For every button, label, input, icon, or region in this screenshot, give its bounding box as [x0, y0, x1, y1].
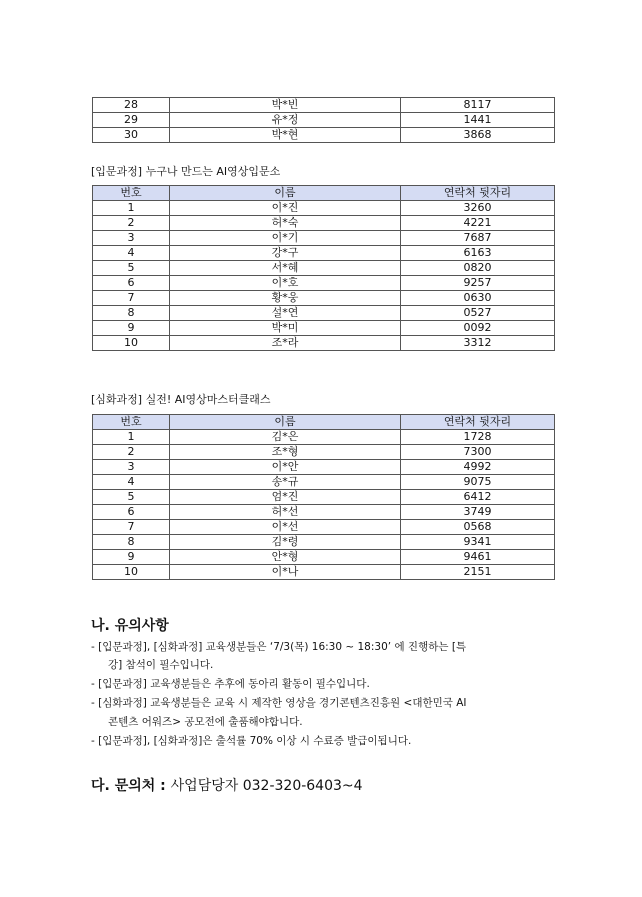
note-line: - [입문과정], [심화과정] 교육생분들은 ‘7/3(목) 16:30 ~ 18:30’ 에 진행하는 [특 — [91, 641, 467, 653]
contact-label: 다. 문의처 — [91, 778, 156, 794]
cell-phone-suffix: 2151 — [401, 565, 555, 580]
cell-number: 4 — [93, 246, 170, 261]
cell-number: 8 — [93, 306, 170, 321]
cell-phone-suffix: 3312 — [401, 336, 555, 351]
cell-name: 김*은 — [170, 430, 401, 445]
cell-name: 이*호 — [170, 276, 401, 291]
cell-number: 7 — [93, 291, 170, 306]
cell-name: 안*형 — [170, 550, 401, 565]
table-row — [93, 336, 555, 351]
advanced-course-table — [92, 414, 555, 580]
table-row — [93, 490, 555, 505]
cell-name: 허*선 — [170, 505, 401, 520]
cell-phone-suffix: 7687 — [401, 231, 555, 246]
cell-number: 28 — [93, 98, 170, 113]
cell-number: 7 — [93, 520, 170, 535]
contact-line — [91, 775, 363, 795]
column-header-name: 이름 — [170, 415, 401, 430]
cell-name: 서*혜 — [170, 261, 401, 276]
cell-name: 강*구 — [170, 246, 401, 261]
table-row — [93, 98, 555, 113]
table-row — [93, 128, 555, 143]
cell-phone-suffix: 8117 — [401, 98, 555, 113]
cell-number: 4 — [93, 475, 170, 490]
cell-number: 29 — [93, 113, 170, 128]
table-row — [93, 113, 555, 128]
cell-phone-suffix: 0820 — [401, 261, 555, 276]
column-header-phone-suffix: 연락처 뒷자리 — [401, 186, 555, 201]
cell-phone-suffix: 3868 — [401, 128, 555, 143]
cell-name: 허*숙 — [170, 216, 401, 231]
table-row — [93, 430, 555, 445]
table-row — [93, 535, 555, 550]
contact-value: 사업담당자 032-320-6403~4 — [170, 778, 363, 794]
cell-number: 1 — [93, 430, 170, 445]
table-row — [93, 276, 555, 291]
cell-name: 이*나 — [170, 565, 401, 580]
cell-phone-suffix: 0568 — [401, 520, 555, 535]
table-header-row — [93, 186, 555, 201]
cell-number: 10 — [93, 565, 170, 580]
cell-name: 이*진 — [170, 201, 401, 216]
cell-name: 이*선 — [170, 520, 401, 535]
contact-separator: : — [155, 778, 171, 794]
cell-number: 9 — [93, 550, 170, 565]
cell-number: 3 — [93, 460, 170, 475]
cell-number: 5 — [93, 261, 170, 276]
cell-phone-suffix: 6163 — [401, 246, 555, 261]
cell-phone-suffix: 1441 — [401, 113, 555, 128]
cell-phone-suffix: 0092 — [401, 321, 555, 336]
cell-number: 3 — [93, 231, 170, 246]
table-row — [93, 475, 555, 490]
cell-phone-suffix: 0630 — [401, 291, 555, 306]
roster-table-continued — [92, 97, 555, 143]
cell-phone-suffix: 3749 — [401, 505, 555, 520]
table-row — [93, 460, 555, 475]
column-header-number: 번호 — [93, 415, 170, 430]
cell-name: 김*령 — [170, 535, 401, 550]
cell-phone-suffix: 4992 — [401, 460, 555, 475]
cell-phone-suffix: 9257 — [401, 276, 555, 291]
notes-heading: 나. 유의사항 — [91, 618, 169, 634]
cell-phone-suffix: 6412 — [401, 490, 555, 505]
cell-number: 8 — [93, 535, 170, 550]
advanced-course-caption: [심화과정] 실전! AI영상마스터클래스 — [91, 393, 271, 406]
table-row — [93, 231, 555, 246]
cell-number: 2 — [93, 445, 170, 460]
cell-name: 조*라 — [170, 336, 401, 351]
cell-name: 이*안 — [170, 460, 401, 475]
table-row — [93, 216, 555, 231]
cell-name: 박*현 — [170, 128, 401, 143]
cell-number: 1 — [93, 201, 170, 216]
cell-phone-suffix: 0527 — [401, 306, 555, 321]
column-header-name: 이름 — [170, 186, 401, 201]
intro-course-caption: [입문과정] 누구나 만드는 AI영상입문소 — [91, 165, 281, 178]
table-row — [93, 201, 555, 216]
note-line: - [심화과정] 교육생분들은 교육 시 제작한 영상을 경기콘텐츠진흥원 <대한민국 AI — [91, 697, 467, 709]
cell-name: 이*기 — [170, 231, 401, 246]
table-row — [93, 505, 555, 520]
cell-phone-suffix: 7300 — [401, 445, 555, 460]
cell-name: 박*미 — [170, 321, 401, 336]
table-row — [93, 306, 555, 321]
intro-course-table — [92, 185, 555, 351]
cell-name: 조*형 — [170, 445, 401, 460]
cell-number: 6 — [93, 276, 170, 291]
cell-phone-suffix: 1728 — [401, 430, 555, 445]
cell-name: 황*웅 — [170, 291, 401, 306]
table-row — [93, 261, 555, 276]
cell-number: 30 — [93, 128, 170, 143]
cell-phone-suffix: 4221 — [401, 216, 555, 231]
table-row — [93, 550, 555, 565]
table-row — [93, 565, 555, 580]
cell-name: 엄*진 — [170, 490, 401, 505]
cell-number: 10 — [93, 336, 170, 351]
table-row — [93, 520, 555, 535]
cell-phone-suffix: 9461 — [401, 550, 555, 565]
cell-phone-suffix: 9075 — [401, 475, 555, 490]
cell-phone-suffix: 9341 — [401, 535, 555, 550]
note-line: 콘텐츠 어워즈> 공모전에 출품해야합니다. — [108, 716, 303, 728]
cell-number: 6 — [93, 505, 170, 520]
cell-name: 유*정 — [170, 113, 401, 128]
cell-number: 9 — [93, 321, 170, 336]
cell-number: 5 — [93, 490, 170, 505]
table-row — [93, 246, 555, 261]
table-row — [93, 445, 555, 460]
cell-number: 2 — [93, 216, 170, 231]
column-header-number: 번호 — [93, 186, 170, 201]
cell-name: 송*규 — [170, 475, 401, 490]
cell-phone-suffix: 3260 — [401, 201, 555, 216]
note-line: - [입문과정], [심화과정]은 출석률 70% 이상 시 수료증 발급이됩니다. — [91, 735, 412, 747]
table-header-row — [93, 415, 555, 430]
cell-name: 설*연 — [170, 306, 401, 321]
note-line: - [입문과정] 교육생분들은 추후에 동아리 활동이 필수입니다. — [91, 678, 370, 690]
column-header-phone-suffix: 연락처 뒷자리 — [401, 415, 555, 430]
table-row — [93, 291, 555, 306]
table-row — [93, 321, 555, 336]
cell-name: 박*빈 — [170, 98, 401, 113]
note-line: 강] 참석이 필수입니다. — [108, 659, 214, 671]
